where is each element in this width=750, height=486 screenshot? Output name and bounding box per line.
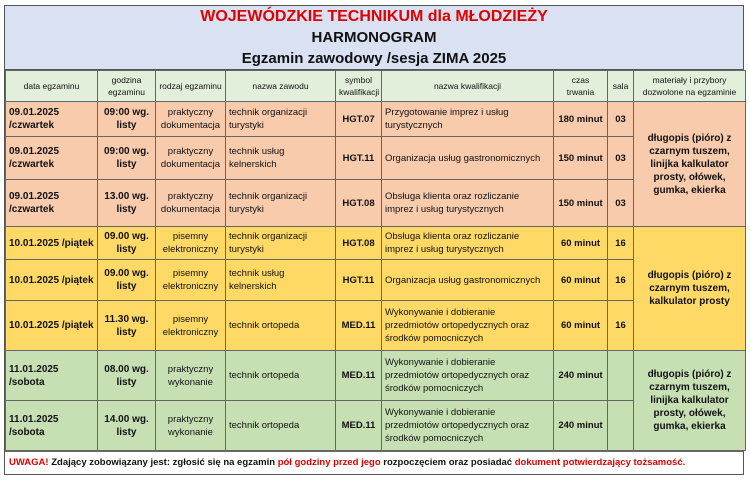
column-header: data egzaminu [6,71,98,102]
column-header: nazwa zawodu [226,71,336,102]
allowed-materials: długopis (pióro) z czarnym tuszem, linijka kalkulator prosty, ołówek, gumka, ekierka [634,102,746,227]
qualification-code: MED.11 [336,301,382,351]
exam-type: praktyczny wykonanie [156,351,226,401]
exam-room: 16 [608,227,634,260]
note-highlight: dokument potwierdzający tożsamość. [514,457,686,468]
exam-time: 08.00 wg. listy [98,351,156,401]
note-text: Zdający zobowiązany jest: zgłosić się na egzamin [48,457,278,468]
column-header: symbol kwalifikacji [336,71,382,102]
qualification-code: HGT.08 [336,227,382,260]
exam-date: 09.01.2025 /czwartek [6,137,98,180]
qualification-name: Organizacja usług gastronomicznych [382,137,554,180]
qualification-name: Wykonywanie i dobieranie przedmiotów ortopedycznych oraz środków pomocniczych [382,351,554,401]
exam-type: pisemny elektroniczny [156,301,226,351]
exam-time: 09.00 wg. listy [98,227,156,260]
exam-time: 09:00 wg. listy [98,102,156,137]
warning-note [5,451,743,474]
exam-duration: 240 minut [554,401,608,451]
exam-date: 10.01.2025 /piątek [6,260,98,301]
profession-name: technik ortopeda [226,301,336,351]
qualification-code: HGT.08 [336,180,382,227]
exam-date: 09.01.2025 /czwartek [6,102,98,137]
exam-date: 11.01.2025 /sobota [6,401,98,451]
qualification-name: Organizacja usług gastronomicznych [382,260,554,301]
table-row [6,351,746,401]
qualification-name: Obsługa klienta oraz rozliczanie imprez i usług turystycznych [382,180,554,227]
qualification-code: HGT.11 [336,137,382,180]
table-row [6,102,746,137]
exam-type: pisemny elektroniczny [156,260,226,301]
exam-date: 10.01.2025 /piątek [6,227,98,260]
exam-session-title: Egzamin zawodowy /sesja ZIMA 2025 [241,50,507,67]
exam-time: 09:00 wg. listy [98,137,156,180]
allowed-materials: długopis (pióro) z czarnym tuszem, kalkulator prosty [634,227,746,351]
exam-type: praktyczny wykonanie [156,401,226,451]
schedule-title: HARMONOGRAM [311,29,437,46]
profession-name: technik ortopeda [226,401,336,451]
exam-duration: 180 minut [554,102,608,137]
exam-type: praktyczny dokumentacja [156,180,226,227]
exam-time: 09.00 wg. listy [98,260,156,301]
exam-time: 13.00 wg. listy [98,180,156,227]
exam-time: 11.30 wg. listy [98,301,156,351]
table-row [6,227,746,260]
warning-label: UWAGA! [9,457,49,468]
column-header: czas trwania [554,71,608,102]
exam-type: praktyczny dokumentacja [156,102,226,137]
exam-room [608,351,634,401]
exam-room: 16 [608,260,634,301]
note-highlight: pół godziny przed jego [277,457,381,468]
qualification-name: Wykonywanie i dobieranie przedmiotów ortopedycznych oraz środków pomocniczych [382,401,554,451]
exam-duration: 60 minut [554,227,608,260]
qualification-code: HGT.11 [336,260,382,301]
exam-duration: 60 minut [554,301,608,351]
exam-room: 03 [608,180,634,227]
column-header: nazwa kwalifikacji [382,71,554,102]
profession-name: technik usług kelnerskich [226,137,336,180]
exam-type: praktyczny dokumentacja [156,137,226,180]
qualification-code: MED.11 [336,351,382,401]
profession-name: technik organizacji turystyki [226,227,336,260]
exam-room [608,401,634,451]
schedule-header [5,6,743,70]
exam-date: 09.01.2025 /czwartek [6,180,98,227]
schedule-sheet [4,5,744,475]
qualification-code: HGT.07 [336,102,382,137]
allowed-materials: długopis (pióro) z czarnym tuszem, linijka kalkulator prosty, ołówek, gumka, ekierka [634,351,746,451]
exam-duration: 60 minut [554,260,608,301]
exam-room: 16 [608,301,634,351]
exam-room: 03 [608,137,634,180]
column-header: godzina egzaminu [98,71,156,102]
qualification-name: Przygotowanie imprez i usług turystycznych [382,102,554,137]
exam-duration: 150 minut [554,180,608,227]
profession-name: technik organizacji turystyki [226,102,336,137]
qualification-name: Obsługa klienta oraz rozliczanie imprez i usług turystycznych [382,227,554,260]
qualification-code: MED.11 [336,401,382,451]
column-header: sala [608,71,634,102]
table-header-row [6,71,746,102]
exam-duration: 150 minut [554,137,608,180]
exam-schedule-table [5,70,746,451]
exam-type: pisemny elektroniczny [156,227,226,260]
exam-duration: 240 minut [554,351,608,401]
qualification-name: Wykonywanie i dobieranie przedmiotów ortopedycznych oraz środków pomocniczych [382,301,554,351]
exam-date: 11.01.2025 /sobota [6,351,98,401]
school-name: WOJEWÓDZKIE TECHNIKUM dla MŁODZIEŻY [200,8,548,25]
exam-time: 14.00 wg. listy [98,401,156,451]
exam-room: 03 [608,102,634,137]
profession-name: technik organizacji turystyki [226,180,336,227]
exam-date: 10.01.2025 /piątek [6,301,98,351]
profession-name: technik usług kelnerskich [226,260,336,301]
note-text: rozpoczęciem oraz posiadać [380,457,515,468]
column-header: materiały i przybory dozwolone na egzaminie [634,71,746,102]
column-header: rodzaj egzaminu [156,71,226,102]
profession-name: technik ortopeda [226,351,336,401]
